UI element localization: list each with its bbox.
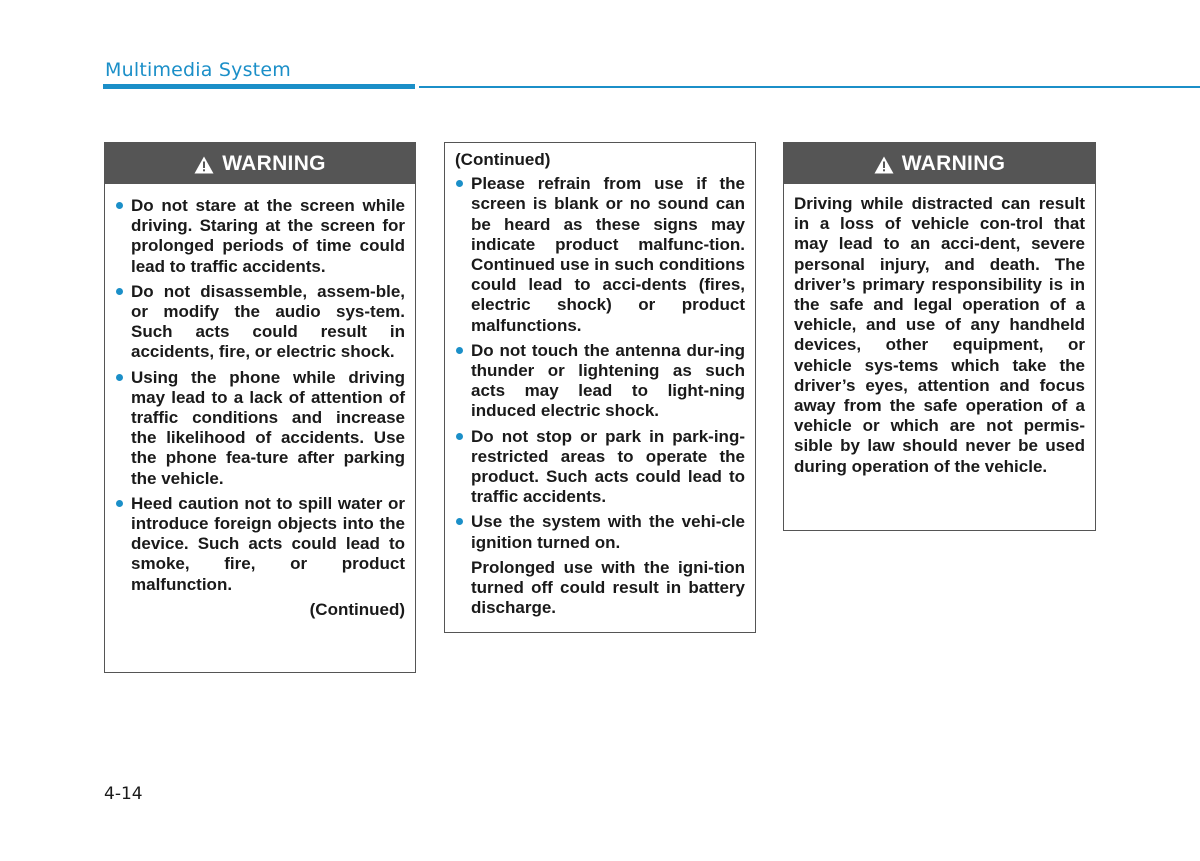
- bullet-icon: [116, 288, 123, 295]
- bullet-icon: [116, 374, 123, 381]
- warning-box-left: [104, 142, 416, 673]
- bullet-icon: [456, 180, 463, 187]
- bullet-icon: [456, 518, 463, 525]
- continued-label: (Continued): [455, 150, 551, 169]
- list-item: Do not stare at the screen while driving. Staring at the screen for prolonged periods of time could lead to traffic accidents.: [115, 196, 405, 277]
- warning-box-right: [783, 142, 1096, 531]
- bullet-icon: [116, 202, 123, 209]
- list-item: Do not stop or park in park-ing-restricted areas to operate the product. Such acts could lead to traffic accidents.: [455, 427, 745, 508]
- battery-note: Prolonged use with the igni-tion turned off could result in battery discharge.: [471, 557, 745, 618]
- header-rule-thick: [103, 84, 415, 89]
- header-rule-thin: [419, 86, 1200, 88]
- page-number: 4-14: [104, 784, 143, 804]
- bullet-icon: [456, 433, 463, 440]
- warning-box-middle: [444, 142, 756, 633]
- warning-title: WARNING: [901, 151, 1006, 175]
- list-item: Do not touch the antenna dur-ing thunder or lightening as such acts may lead to light-ning induced electric shock.: [455, 341, 745, 422]
- list-item: Do not disassemble, assem-ble, or modify the audio sys-tem. Such acts could result in accidents, fire, or electric shock.: [115, 282, 405, 363]
- list-item: Use the system with the vehi-cle ignition turned on.: [455, 512, 745, 552]
- warning-list: [115, 196, 405, 595]
- list-item: Using the phone while driving may lead to a lack of attention of traffic conditions and increase the likelihood of accidents. Use the phone fea-ture after parking the vehicle.: [115, 368, 405, 489]
- bullet-icon: [116, 500, 123, 507]
- list-item: Heed caution not to spill water or introduce foreign objects into the device. Such acts could lead to smoke, fire, or product malfunction.: [115, 494, 405, 595]
- continued-label: (Continued): [309, 599, 405, 619]
- section-title: Multimedia System: [105, 59, 291, 81]
- warning-title: WARNING: [222, 151, 326, 175]
- bullet-icon: [456, 347, 463, 354]
- warning-header: [105, 143, 415, 184]
- warning-paragraph: Driving while distracted can result in a loss of vehicle con-trol that may lead to an acci-dent, severe personal injury, and death. The driver’s primary responsibility is in the safe and legal operation of a vehicle, and use of any handheld devices, other equipment, or vehicle sys-tems which take the driver’s eyes, attention and focus away from the safe operation of a vehicle or which are not permis-sible by law should never be used during operation of the vehicle.: [794, 194, 1085, 476]
- warning-header: [784, 143, 1095, 184]
- warning-triangle-icon: [874, 156, 894, 174]
- list-item: Please refrain from use if the screen is blank or no sound can be heard as these signs may indicate product malfunc-tion. Continued use in such conditions could lead to acci-dents (fires, electric shock) or product malfunctions.: [455, 174, 745, 336]
- warning-triangle-icon: [194, 156, 214, 174]
- warning-list: [455, 174, 745, 553]
